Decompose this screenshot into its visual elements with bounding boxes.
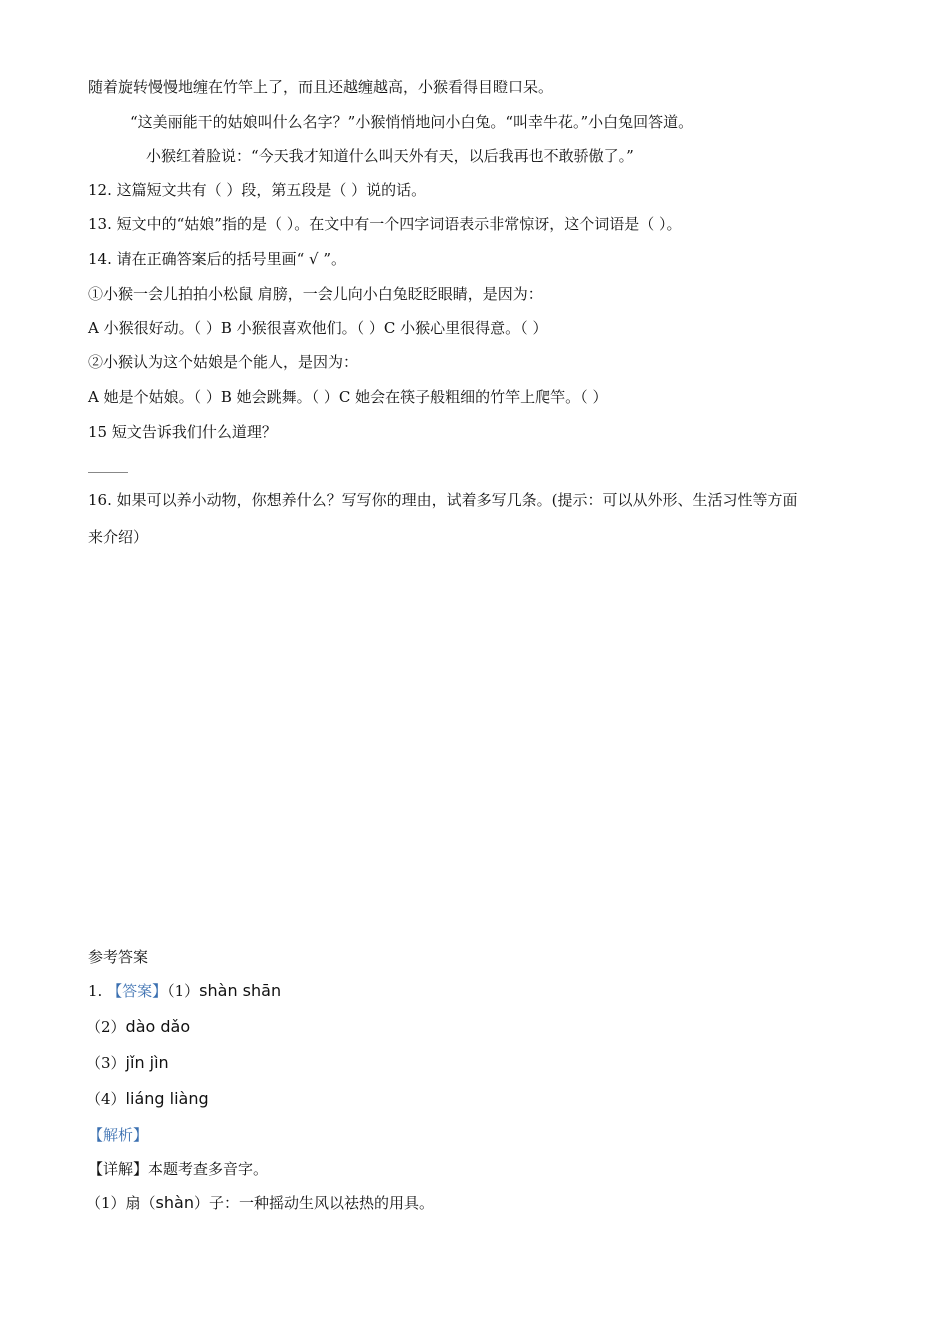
analysis-detail: 【详解】本题考查多音字。 bbox=[88, 1160, 269, 1178]
question-12: 12. 这篇短文共有（ ）段，第五段是（ ）说的话。 bbox=[88, 181, 427, 199]
answer-1-number: 1. bbox=[88, 982, 103, 1000]
answer-1-part-3-number: （3） bbox=[86, 1054, 126, 1072]
answer-1-part-4-pinyin: liáng liàng bbox=[125, 1089, 209, 1108]
answer-1-part-3-pinyin: jǐn jìn bbox=[125, 1053, 169, 1072]
analysis-detail-1 bbox=[86, 1192, 434, 1214]
answer-1-part-1-pinyin: shàn shān bbox=[199, 981, 282, 1000]
passage-paragraph-3: 小猴红着脸说：“今天我才知道什么叫天外有天，以后我再也不敢骄傲了。” bbox=[146, 147, 634, 165]
analysis-detail-1-suffix: ）子：一种摇动生风以祛热的用具。 bbox=[193, 1194, 434, 1212]
answer-1-part-4 bbox=[86, 1088, 209, 1110]
question-14-part-2: ②小猴认为这个姑娘是个能人，是因为： bbox=[88, 353, 359, 371]
answers-heading: 参考答案 bbox=[88, 948, 149, 966]
question-16-line-1: 16. 如果可以养小动物，你想养什么？写写你的理由，试着多写几条。(提示：可以从外形、生活习性等方面 bbox=[88, 491, 798, 509]
answer-1 bbox=[88, 980, 281, 1002]
answer-line bbox=[88, 472, 128, 473]
question-15: 15 短文告诉我们什么道理？ bbox=[88, 423, 277, 441]
question-14: 14. 请在正确答案后的括号里画“ √ ”。 bbox=[88, 250, 347, 268]
analysis-detail-1-pinyin: shàn bbox=[155, 1193, 194, 1212]
answer-1-part-2 bbox=[86, 1016, 190, 1038]
question-14-part-2-options: A 她是个姑娘。（ ）B 她会跳舞。（ ）C 她会在筷子般粗细的竹竿上爬竿。（ ） bbox=[88, 388, 608, 406]
answer-1-part-2-number: （2） bbox=[86, 1018, 126, 1036]
question-14-part-1: ①小猴一会儿拍拍小松鼠 肩膀，一会儿向小白兔眨眨眼睛，是因为： bbox=[88, 285, 543, 303]
answer-1-part-4-number: （4） bbox=[86, 1090, 126, 1108]
passage-paragraph-1: 随着旋转慢慢地缠在竹竿上了，而且还越缠越高，小猴看得目瞪口呆。 bbox=[88, 78, 554, 96]
analysis-detail-1-prefix: （1）扇（ bbox=[86, 1194, 156, 1212]
question-14-part-1-options: A 小猴很好动。（ ）B 小猴很喜欢他们。（ ）C 小猴心里很得意。（ ） bbox=[88, 319, 548, 337]
answer-1-part-3 bbox=[86, 1052, 169, 1074]
question-16-line-2: 来介绍） bbox=[88, 528, 149, 546]
question-13: 13. 短文中的“姑娘”指的是（ ）。在文中有一个四字词语表示非常惊讶，这个词语是（ ）。 bbox=[88, 215, 682, 233]
analysis-tag: 【解析】 bbox=[88, 1126, 149, 1144]
answer-1-part-1-number: （1） bbox=[167, 982, 200, 1000]
passage-paragraph-2: “这美丽能干的姑娘叫什么名字？”小猴悄悄地问小白兔。“叫幸牛花。”小白兔回答道。 bbox=[130, 113, 694, 131]
answer-tag: 【答案】 bbox=[107, 982, 168, 1000]
answer-1-part-2-pinyin: dào dǎo bbox=[125, 1017, 191, 1036]
